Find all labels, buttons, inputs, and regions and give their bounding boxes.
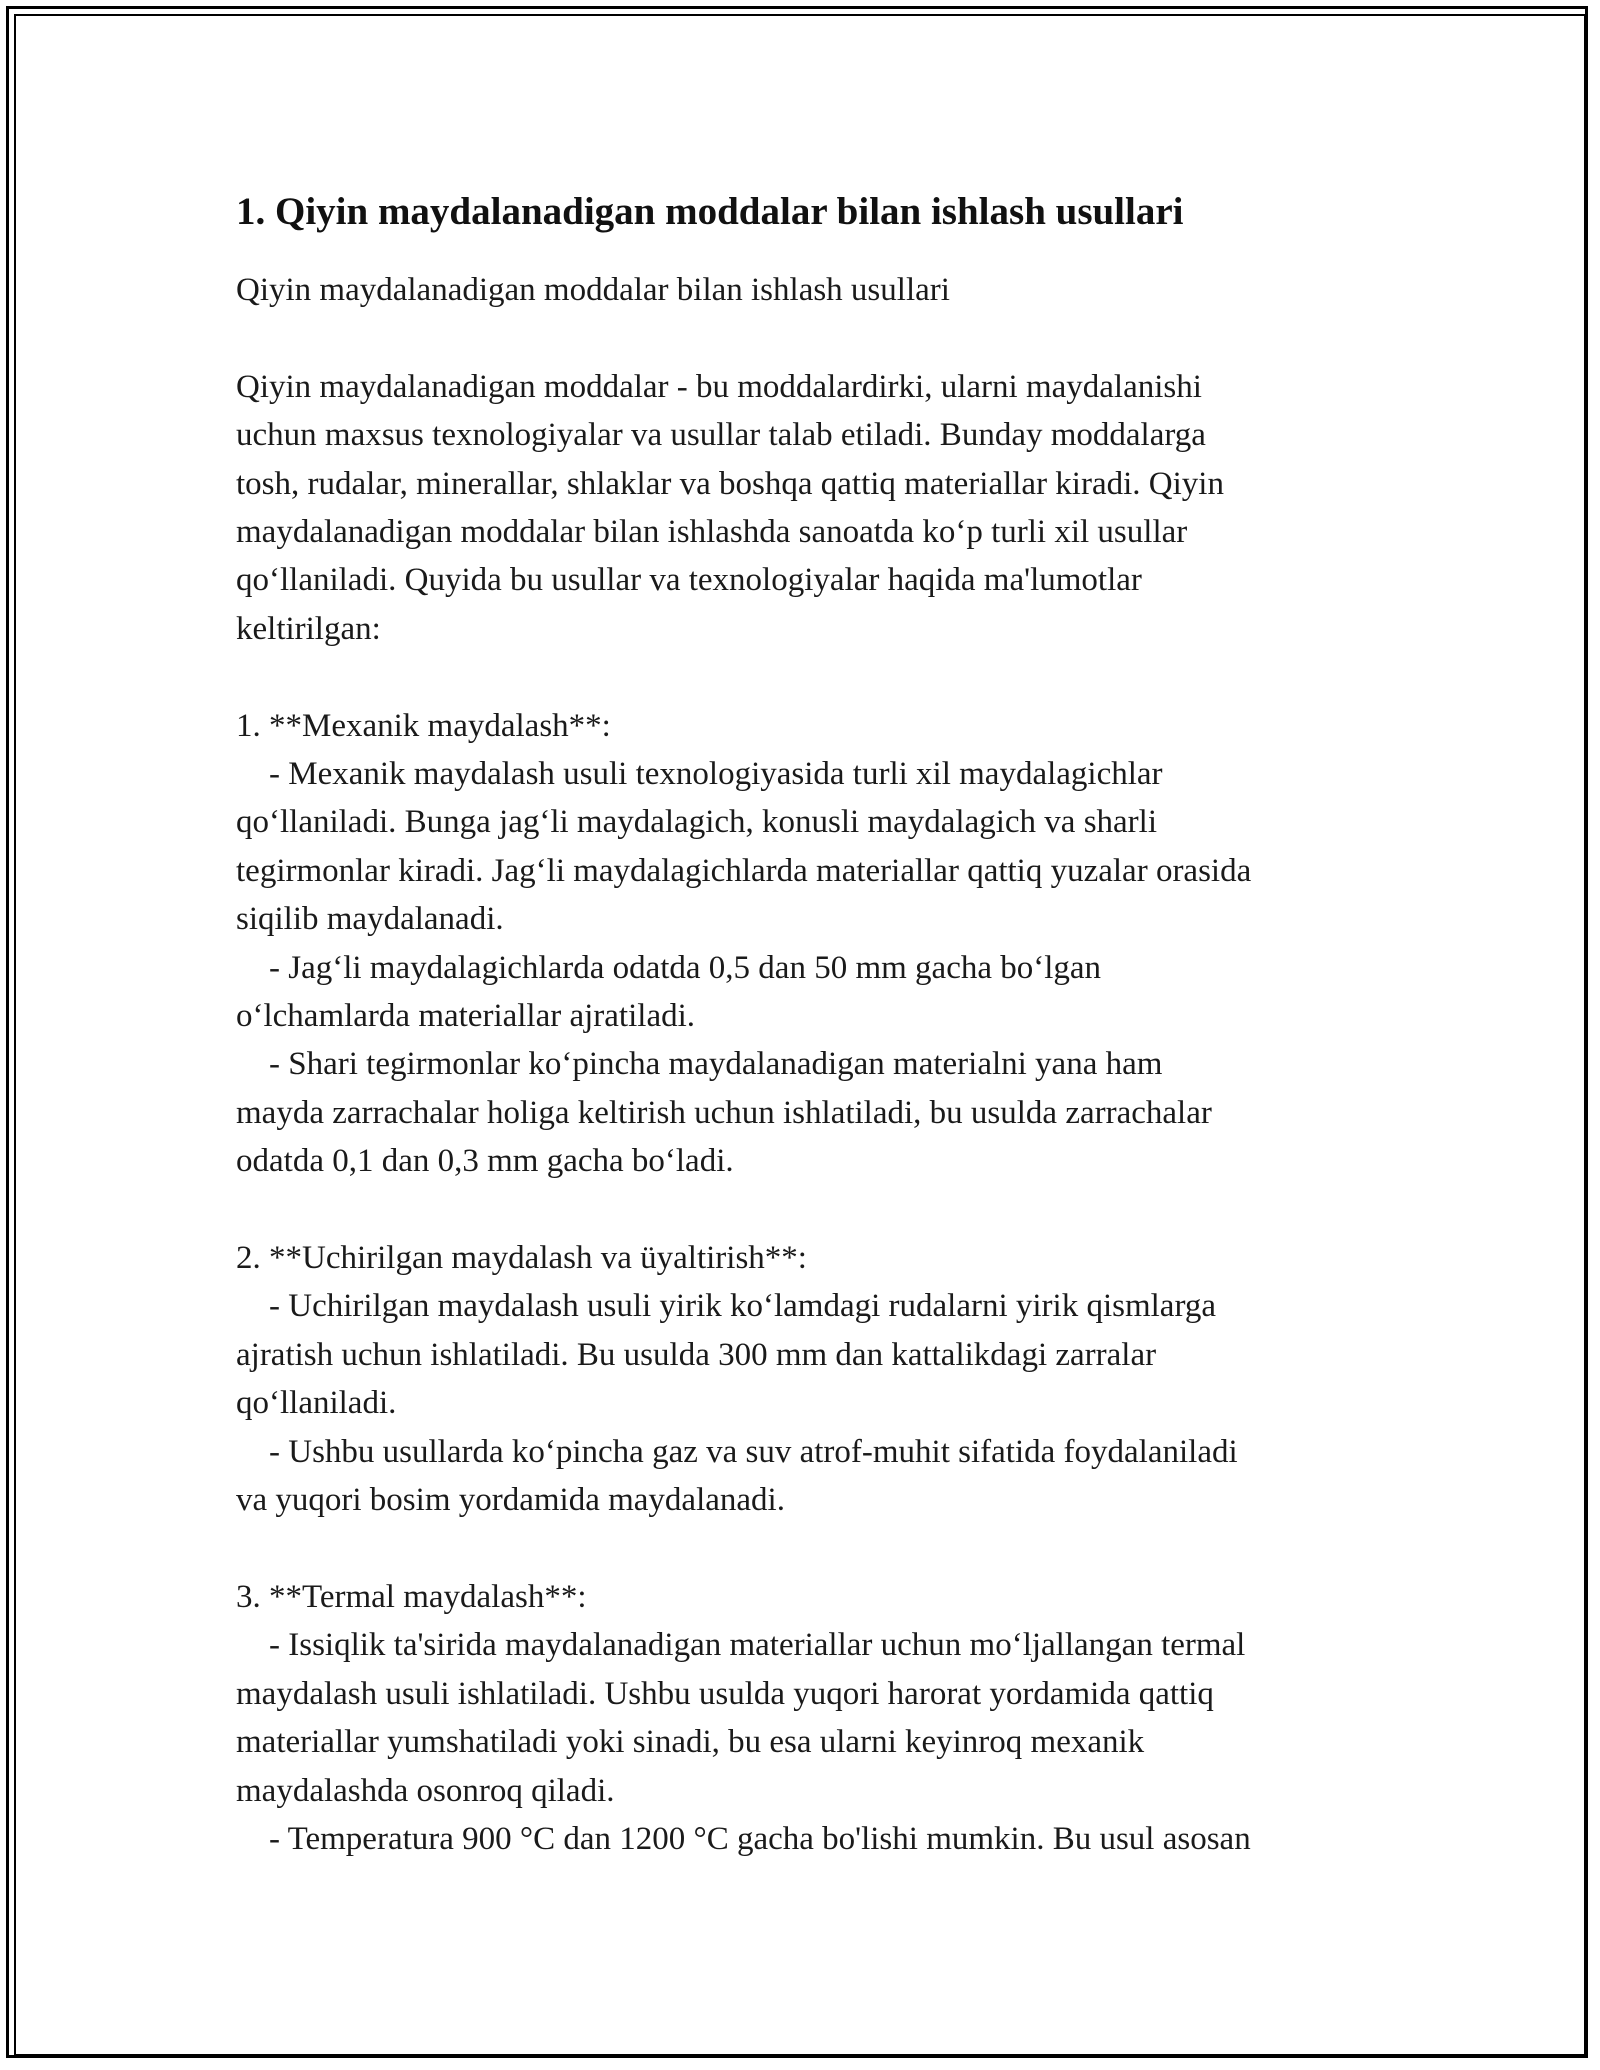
text-line: siqilib maydalanadi. xyxy=(236,901,504,938)
text-line: materiallar yumshatiladi yoki sinadi, bu esa ularni keyinroq mexanik xyxy=(236,1724,1145,1761)
text-line: odatda 0,1 dan 0,3 mm gacha bo‘ladi. xyxy=(236,1143,734,1180)
text-line: qo‘llaniladi. Bunga jag‘li maydalagich, konusli maydalagich va sharli xyxy=(236,804,1158,841)
text-line: ajratish uchun ishlatiladi. Bu usulda 300 mm dan kattalikdagi zarralar xyxy=(236,1336,1157,1373)
blank-line xyxy=(236,1525,1386,1573)
text-line: va yuqori bosim yordamida maydalanadi. xyxy=(236,1482,785,1519)
text-line: - Uchirilgan maydalash usuli yirik ko‘lamdagi rudalarni yirik qismlarga xyxy=(236,1288,1216,1325)
text-line: Qiyin maydalanadigan moddalar - bu moddalardirki, ularni maydalanishi xyxy=(236,368,1202,405)
text-line: - Shari tegirmonlar ko‘pincha maydalanadigan materialni yana ham xyxy=(236,1046,1163,1083)
document-body xyxy=(236,184,1386,1863)
document-text xyxy=(236,266,1386,1863)
text-line: keltirilgan: xyxy=(236,610,381,647)
blank-line xyxy=(236,1186,1386,1234)
text-line: qo‘llaniladi. Quyida bu usullar va texnologiyalar haqida ma'lumotlar xyxy=(236,562,1142,599)
text-line: mayda zarrachalar holiga keltirish uchun ishlatiladi, bu usulda zarrachalar xyxy=(236,1094,1212,1131)
text-line: - Issiqlik ta'sirida maydalanadigan materiallar uchun mo‘ljallangan termal xyxy=(236,1627,1246,1664)
text-line: - Ushbu usullarda ko‘pincha gaz va suv atrof-muhit sifatida foydalaniladi xyxy=(236,1433,1238,1470)
text-line: - Jag‘li maydalagichlarda odatda 0,5 dan 50 mm gacha bo‘lgan xyxy=(236,949,1102,986)
text-line: o‘lchamlarda materiallar ajratiladi. xyxy=(236,998,696,1035)
text-line: maydalashda osonroq qiladi. xyxy=(236,1772,615,1809)
text-line: Qiyin maydalanadigan moddalar bilan ishlash usullari xyxy=(236,272,950,308)
text-line: qo‘llaniladi. xyxy=(236,1385,397,1422)
text-line: 2. **Uchirilgan maydalash va üyaltirish**: xyxy=(236,1240,807,1277)
text-line: - Temperatura 900 °C dan 1200 °C gacha bo'lishi mumkin. Bu usul asosan xyxy=(236,1820,1251,1857)
text-line: - Mexanik maydalash usuli texnologiyasida turli xil maydalagichlar xyxy=(236,756,1163,793)
text-line: tegirmonlar kiradi. Jag‘li maydalagichlarda materiallar qattiq yuzalar orasida xyxy=(236,852,1252,889)
text-line: maydalanadigan moddalar bilan ishlashda sanoatda ko‘p turli xil usullar xyxy=(236,514,1188,551)
blank-line xyxy=(236,314,1386,362)
text-line: maydalash usuli ishlatiladi. Ushbu usulda yuqori harorat yordamida qattiq xyxy=(236,1675,1214,1712)
text-line: 3. **Termal maydalash**: xyxy=(236,1578,587,1615)
text-line: uchun maxsus texnologiyalar va usullar talab etiladi. Bunday moddalarga xyxy=(236,417,1206,454)
document-title: 1. Qiyin maydalanadigan moddalar bilan ishlash usullari xyxy=(236,190,1184,233)
blank-line xyxy=(236,653,1386,701)
text-line: tosh, rudalar, minerallar, shlaklar va boshqa qattiq materiallar kiradi. Qiyin xyxy=(236,465,1224,502)
text-line: 1. **Mexanik maydalash**: xyxy=(236,707,611,744)
